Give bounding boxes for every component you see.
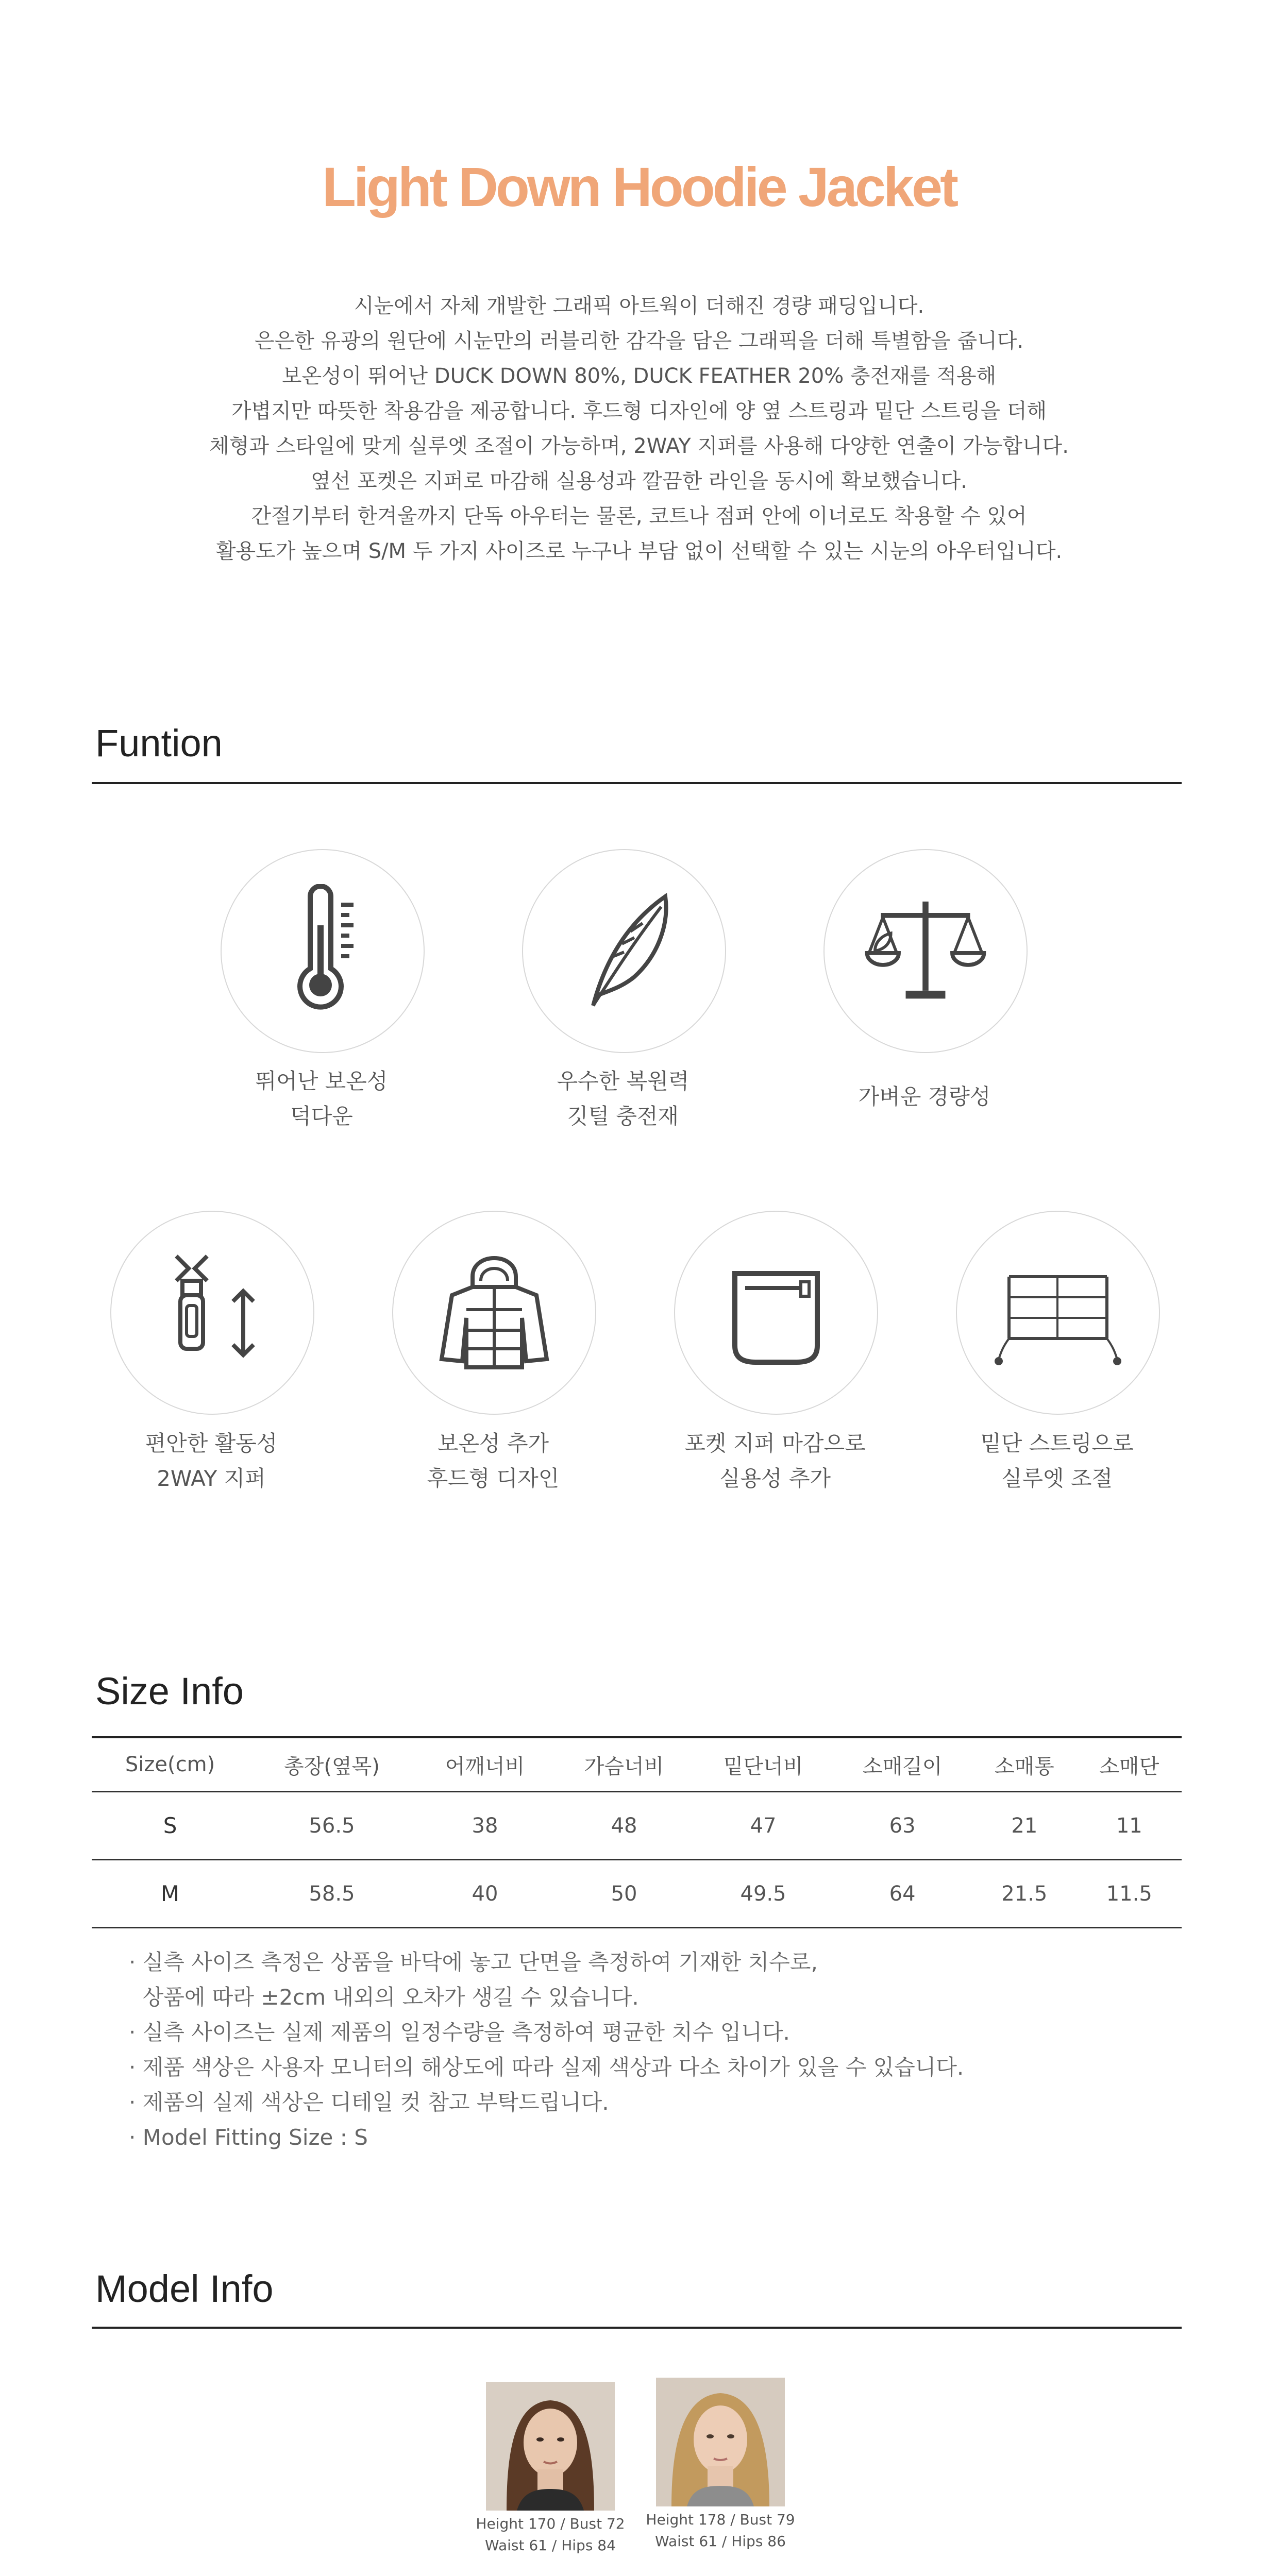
model-section-title: Model Info — [95, 2267, 274, 2310]
model-caption-line: Waist 61 / Hips 84 — [485, 2537, 616, 2554]
model-caption-line: Height 178 / Bust 79 — [646, 2511, 795, 2528]
size-cell: 21.5 — [972, 1860, 1077, 1928]
feature-label — [77, 1426, 345, 1496]
size-note: · Model Fitting Size : S — [129, 2125, 368, 2150]
feature-circle — [823, 849, 1028, 1053]
size-note: · 제품 색상은 사용자 모니터의 해상도에 따라 실제 색상과 다소 차이가 있을 수 있습니다. — [129, 2055, 964, 2080]
feature-circle — [221, 849, 425, 1053]
feature-label — [641, 1426, 909, 1496]
size-cell: 49.5 — [694, 1860, 833, 1928]
feature-label-line: 편안한 활동성 — [145, 1431, 278, 1456]
function-divider — [92, 782, 1182, 784]
size-note: · 제품의 실제 색상은 디테일 컷 참고 부탁드립니다. — [129, 2090, 609, 2115]
size-cell: 11 — [1077, 1792, 1182, 1860]
feature-label-line: 덕다운 — [290, 1104, 353, 1129]
model-photo — [656, 2378, 785, 2506]
thermometer-icon — [261, 884, 384, 1018]
model-caption — [463, 2513, 638, 2556]
feature-circle — [392, 1211, 596, 1415]
table-row — [92, 1860, 1182, 1928]
intro-line: 옆선 포켓은 지퍼로 마감해 실용성과 깔끔한 라인을 동시에 확보했습니다. — [311, 469, 967, 493]
size-note: · 실측 사이즈 측정은 상품을 바닥에 놓고 단면을 측정하여 기재한 치수로, — [129, 1950, 818, 1975]
table-row — [92, 1792, 1182, 1860]
intro-line: 보온성이 뛰어난 DUCK DOWN 80%, DUCK FEATHER 20% 충전재를 적용해 — [281, 364, 997, 388]
size-header-cell: 밑단너비 — [694, 1737, 833, 1792]
feather-icon — [562, 884, 686, 1018]
product-intro — [0, 289, 1278, 569]
size-section-title: Size Info — [95, 1670, 244, 1713]
feature-label-line: 2WAY 지퍼 — [157, 1466, 266, 1491]
intro-line: 간절기부터 한겨울까지 단독 아우터는 물론, 코트나 점퍼 안에 이너로도 착용할 수 있어 — [251, 504, 1027, 528]
model-photo — [486, 2382, 615, 2511]
feature-label — [923, 1426, 1191, 1496]
size-note: · 실측 사이즈는 실제 제품의 일정수량을 측정하여 평균한 치수 입니다. — [129, 2020, 790, 2045]
feature-label-line: 깃털 충전재 — [567, 1104, 679, 1129]
feature-label — [791, 1079, 1058, 1114]
size-header-cell: 어깨너비 — [415, 1737, 554, 1792]
feature-label-line: 우수한 복원력 — [557, 1069, 690, 1094]
feature-label — [188, 1064, 456, 1134]
feature-label — [489, 1064, 757, 1134]
size-cell: 38 — [415, 1792, 554, 1860]
size-header-cell: Size(cm) — [92, 1737, 248, 1792]
feature-circle — [522, 849, 726, 1053]
model-caption-line: Height 170 / Bust 72 — [476, 2515, 625, 2532]
size-cell: 64 — [833, 1860, 972, 1928]
size-header-cell: 소매길이 — [833, 1737, 972, 1792]
feature-label-line: 밑단 스트링으로 — [980, 1431, 1134, 1456]
size-cell: 50 — [554, 1860, 694, 1928]
size-cell: 48 — [554, 1792, 694, 1860]
size-cell: S — [92, 1792, 248, 1860]
feature-label-line: 포켓 지퍼 마감으로 — [684, 1431, 866, 1456]
function-section-title: Funtion — [95, 722, 223, 765]
size-header-cell: 총장(옆목) — [248, 1737, 415, 1792]
feature-circle — [956, 1211, 1160, 1415]
zip-pocket-icon — [714, 1251, 838, 1375]
size-note: 상품에 따라 ±2cm 내외의 오차가 생길 수 있습니다. — [129, 1985, 639, 2010]
intro-line: 체형과 스타일에 맞게 실루엣 조절이 가능하며, 2WAY 지퍼를 사용해 다양한 연출이 가능합니다. — [209, 434, 1069, 458]
model-divider — [92, 2327, 1182, 2329]
size-header-cell: 소매통 — [972, 1737, 1077, 1792]
feature-label-line: 뛰어난 보온성 — [255, 1069, 388, 1094]
feature-label-line: 실루엣 조절 — [1001, 1466, 1113, 1491]
product-title: Light Down Hoodie Jacket — [322, 156, 956, 218]
hem-string-icon — [988, 1256, 1128, 1369]
model-caption — [633, 2509, 808, 2552]
two-way-zipper-icon — [145, 1246, 279, 1380]
intro-line: 활용도가 높으며 S/M 두 가지 사이즈로 누구나 부담 없이 선택할 수 있는 시눈의 아우터입니다. — [215, 539, 1063, 563]
size-notes — [129, 1945, 964, 2155]
size-cell: 40 — [415, 1860, 554, 1928]
intro-line: 시눈에서 자체 개발한 그래픽 아트웍이 더해진 경량 패딩입니다. — [354, 294, 924, 318]
feature-label-line: 후드형 디자인 — [427, 1466, 560, 1491]
model-portrait-icon — [656, 2378, 785, 2506]
size-cell: 21 — [972, 1792, 1077, 1860]
intro-line: 은은한 유광의 원단에 시눈만의 러블리한 감각을 담은 그래픽을 더해 특별함을 줍니다. — [254, 329, 1024, 353]
model-portrait-icon — [486, 2382, 615, 2511]
feature-label-line: 가벼운 경량성 — [858, 1084, 991, 1109]
feature-label — [359, 1426, 627, 1496]
size-cell: 47 — [694, 1792, 833, 1860]
hooded-jacket-icon — [427, 1246, 561, 1380]
model-caption-line: Waist 61 / Hips 86 — [655, 2533, 786, 2550]
feature-label-line: 보온성 추가 — [437, 1431, 549, 1456]
size-header-cell: 가슴너비 — [554, 1737, 694, 1792]
size-cell: 11.5 — [1077, 1860, 1182, 1928]
size-table-header — [92, 1737, 1182, 1792]
size-header-cell: 소매단 — [1077, 1737, 1182, 1792]
feature-circle — [110, 1211, 314, 1415]
feature-circle — [674, 1211, 878, 1415]
size-table — [92, 1736, 1182, 1928]
feature-label-line: 실용성 추가 — [719, 1466, 831, 1491]
size-cell: M — [92, 1860, 248, 1928]
balance-scale-icon — [861, 889, 990, 1013]
size-cell: 58.5 — [248, 1860, 415, 1928]
size-cell: 63 — [833, 1792, 972, 1860]
size-cell: 56.5 — [248, 1792, 415, 1860]
intro-line: 가볍지만 따뜻한 착용감을 제공합니다. 후드형 디자인에 양 옆 스트링과 밑단 스트링을 더해 — [231, 399, 1047, 423]
